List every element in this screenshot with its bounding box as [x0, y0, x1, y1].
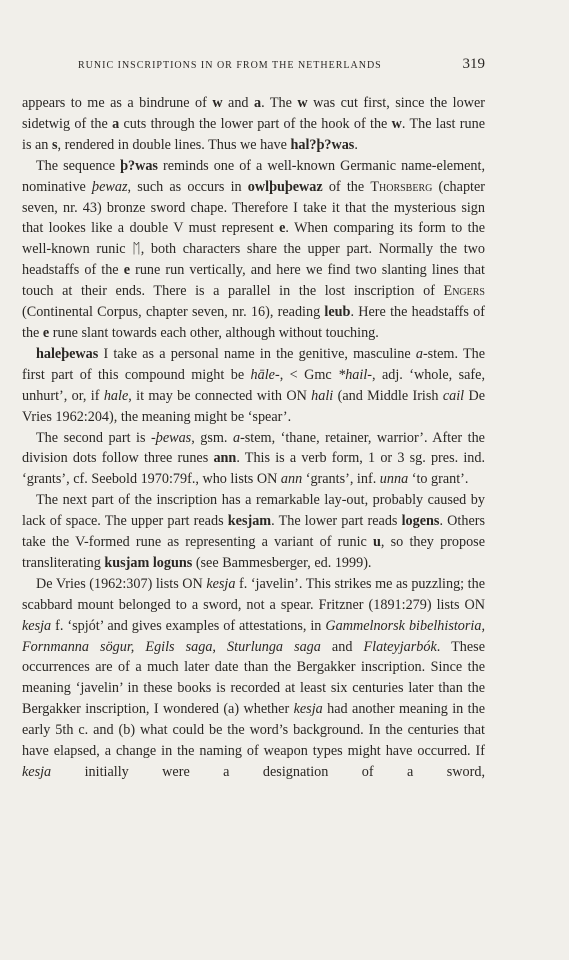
italic-term: Gammelnorsk bibelhistoria, Fornmanna sögur, Egils saga, Sturlunga saga — [22, 617, 486, 655]
text-run: (see Bammesberger, ed. 1999). — [192, 554, 372, 571]
text-run: The next part of the inscription has a remarkable lay-out, probably caused by lack of space. The upper part reads — [22, 492, 485, 530]
text-run: had another meaning in the early 5th c. and (b) what could be the word’s background. In the centuries that have elapsed, a change in the naming of weapon types might have occurred. If — [22, 701, 485, 760]
paragraph — [22, 574, 485, 783]
text-run: , gsm. — [191, 429, 233, 446]
italic-term: cail — [442, 387, 465, 404]
text-run: of the — [322, 178, 371, 195]
text-run: . These occurrences are of a much later date than the Bergakker inscription. Since the meaning ‘javelin’ in these books is recorded at least six centuries later than the Bergakker inscription, I wondered (a) whether — [22, 638, 485, 718]
text-run: The sequence — [36, 157, 121, 174]
bold-term: s — [51, 136, 58, 153]
small-caps-name: Engers — [443, 283, 485, 300]
bold-term: þ?was — [120, 157, 158, 174]
bold-term: ann — [213, 450, 237, 467]
italic-term: kesja — [206, 575, 236, 592]
text-run: (chapter seven, nr. 43) bronze sword chape. Therefore I take it that the mysterious sign that lookes like a double V must represent — [22, 178, 485, 237]
paragraph — [22, 93, 485, 156]
italic-term: hali — [311, 387, 334, 404]
bold-term: e — [279, 220, 286, 237]
text-run: was cut first, since the lower sidetwig of the — [22, 95, 485, 132]
text-run: (and Middle Irish — [333, 387, 443, 404]
text-run: . — [354, 136, 358, 153]
bold-term: e — [123, 262, 131, 279]
bold-term: w — [391, 115, 402, 132]
text-run: . This is a verb form, 1 or 3 sg. pres. ind. ‘grants’, cf. Seebold 1970:79f., who lists ON — [22, 450, 485, 488]
paragraph — [22, 490, 485, 574]
text-run: , < Gmc — [279, 366, 339, 383]
bold-term: a — [112, 115, 120, 132]
italic-term: a — [232, 429, 241, 446]
text-run: , such as occurs in — [127, 178, 248, 195]
text-run: I take as a personal name in the genitive, masculine — [98, 345, 416, 362]
running-head: RUNIC INSCRIPTIONS IN OR FROM THE NETHERLANDS — [78, 60, 382, 71]
text-run: . Here the headstaffs of the — [22, 304, 485, 341]
body-text — [22, 93, 485, 783]
text-run: rune slant towards each other, although without touching. — [49, 324, 379, 341]
page-header — [0, 56, 569, 78]
text-run: -stem, ‘thane, retainer, warrior’. After the division dots follow three runes — [22, 429, 485, 467]
paragraph — [22, 428, 485, 491]
bold-term: haleþewas — [36, 345, 99, 362]
text-run: (Continental Corpus, chapter seven, nr. 16), reading — [22, 304, 325, 321]
italic-term: ann — [280, 471, 303, 488]
text-run: . Others take the V-formed rune as representing a variant of runic — [22, 513, 485, 551]
text-run: initially were a designation of a sword, — [51, 764, 485, 780]
bold-term: e — [42, 324, 50, 341]
italic-term: -þewas — [151, 429, 192, 446]
italic-term: unna — [379, 471, 409, 488]
text-run: De Vries (1962:307) lists ON — [36, 575, 207, 592]
text-run: , it may be connected with ON — [128, 387, 312, 404]
bold-term: a — [253, 95, 262, 111]
text-run: -stem. The first part of this compound might be — [22, 345, 486, 383]
italic-term: kesja — [293, 701, 323, 718]
text-run: ᛖ — [132, 241, 141, 258]
italic-term: kesja — [22, 617, 52, 634]
bold-term: kesjam — [227, 513, 272, 530]
bold-term: u — [373, 534, 381, 551]
bold-term: leub — [324, 304, 351, 321]
text-run: cuts through the lower part of the hook of the — [119, 115, 392, 132]
italic-term: kesja — [22, 764, 52, 780]
paragraph — [22, 156, 485, 344]
text-run: . The lower part reads — [271, 513, 402, 530]
text-run: , adj. ‘whole, safe, unhurt’, or, if — [22, 366, 485, 404]
small-caps-name: Thorsberg — [370, 178, 433, 195]
text-run: and — [320, 638, 364, 655]
bold-term: w — [297, 95, 308, 111]
italic-term: hāle- — [250, 366, 280, 383]
text-run: rune run vertically, and here we find two slanting lines that touch at their ends. There is a parallel in the lost inscription of — [22, 262, 485, 300]
text-run: ‘to grant’. — [408, 471, 469, 488]
italic-term: hale — [103, 387, 129, 404]
bold-term: logens — [401, 513, 440, 530]
text-run: f. ‘spjót’ and gives examples of attestations, in — [51, 617, 326, 634]
text-run: f. ‘javelin’. This strikes me as puzzling; the scabbard mount belonged to a sword, not a spear. Fritzner (1891:279) lists ON — [22, 575, 486, 613]
italic-term: a — [415, 345, 423, 362]
text-run: De Vries 1962:204), the meaning might be ‘spear’. — [22, 387, 486, 425]
text-run: and — [222, 95, 254, 111]
italic-term: Flateyjarbók — [363, 638, 437, 655]
bold-term: hal?þ?was — [290, 136, 355, 153]
text-run: , both characters share the upper part. Normally the two headstaffs of the — [22, 241, 485, 279]
bold-term: w — [212, 95, 223, 111]
italic-term: þewaz — [92, 178, 128, 195]
text-run: ‘grants’, inf. — [302, 471, 380, 488]
text-run: . The last rune is an — [22, 115, 485, 153]
text-run: . When comparing its form to the well-known runic — [22, 220, 485, 258]
text-run: The second part is — [36, 429, 151, 446]
italic-term: *hail- — [338, 366, 372, 383]
text-run: reminds one of a well-known Germanic name-element, nominative — [22, 157, 485, 195]
paragraph — [22, 344, 485, 428]
text-run: . The — [261, 95, 298, 111]
text-run: , rendered in double lines. Thus we have — [57, 136, 291, 153]
bold-term: kusjam loguns — [104, 554, 193, 571]
page-number: 319 — [462, 56, 485, 72]
bold-term: owlþuþewaz — [247, 178, 323, 195]
text-run: appears to me as a bindrune of — [22, 95, 213, 111]
text-run: , so they propose transliterating — [22, 534, 485, 571]
